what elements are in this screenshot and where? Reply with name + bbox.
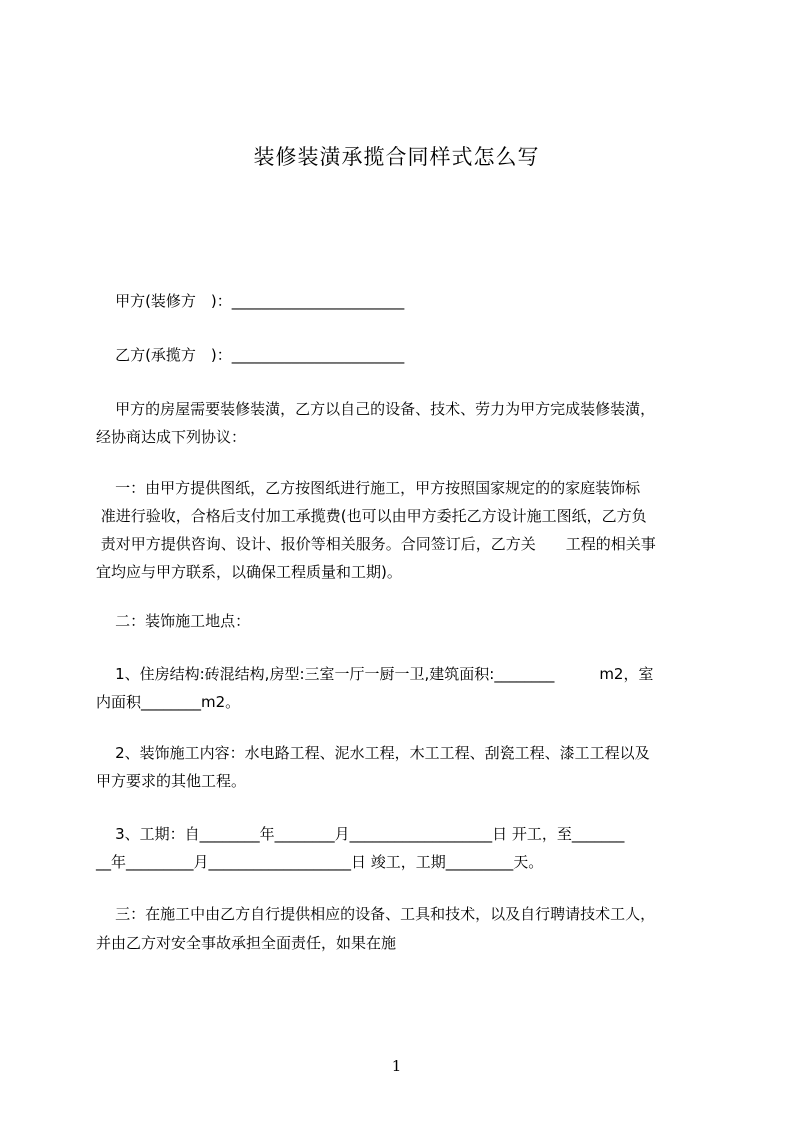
document-title: 装修装潢承揽合同样式怎么写 — [253, 145, 540, 169]
clause-two-item-2-line-2: 甲方要求的其他工程。 — [96, 772, 247, 790]
clause-two-item-3-line-1: 3、工期：自________年________月___________________日 开工，至_______ — [96, 825, 625, 843]
clause-three-line-2: 并由乙方对安全事故承担全面责任，如果在施 — [96, 934, 397, 952]
clause-one-line-3: 责对甲方提供咨询、设计、报价等相关服务。合同签订后，乙方关 工程的相关事 — [96, 535, 656, 553]
clause-one-line-4: 宜均应与甲方联系，以确保工程质量和工期)。 — [96, 563, 402, 581]
clause-two-item-2-line-1: 2、装饰施工内容：水电路工程、泥水工程，木工工程、刮瓷工程、漆工工程以及 — [96, 744, 650, 762]
intro-paragraph-line-2: 经协商达成下列协议： — [96, 428, 247, 446]
clause-two-item-1-line-2: 内面积________m2。 — [96, 693, 241, 711]
clause-two-item-1-line-1: 1、住房结构:砖混结构,房型:三室一厅一厨一卫,建筑面积:________ m2，室 — [96, 665, 654, 683]
clause-two-item-3-line-2: __年_________月___________________日 竣工，工期_________天。 — [96, 853, 544, 871]
clause-one-line-1: 一：由甲方提供图纸，乙方按图纸进行施工，甲方按照国家规定的的家庭装饰标 — [96, 479, 641, 497]
clause-three-line-1: 三：在施工中由乙方自行提供相应的设备、工具和技术，以及自行聘请技术工人， — [96, 905, 656, 923]
clause-one-line-2: 准进行验收，合格后支付加工承揽费(也可以由甲方委托乙方设计施工图纸，乙方负 — [96, 507, 647, 525]
page-number: 1 — [391, 1057, 402, 1075]
clause-two-heading: 二：装饰施工地点： — [96, 612, 251, 630]
party-a-line: 甲方(装修方 )：_______________________ — [96, 292, 405, 310]
party-b-line: 乙方(承揽方 )：_______________________ — [96, 346, 405, 364]
intro-paragraph-line-1: 甲方的房屋需要装修装潢，乙方以自己的设备、技术、劳力为甲方完成装修装潢， — [96, 400, 656, 418]
